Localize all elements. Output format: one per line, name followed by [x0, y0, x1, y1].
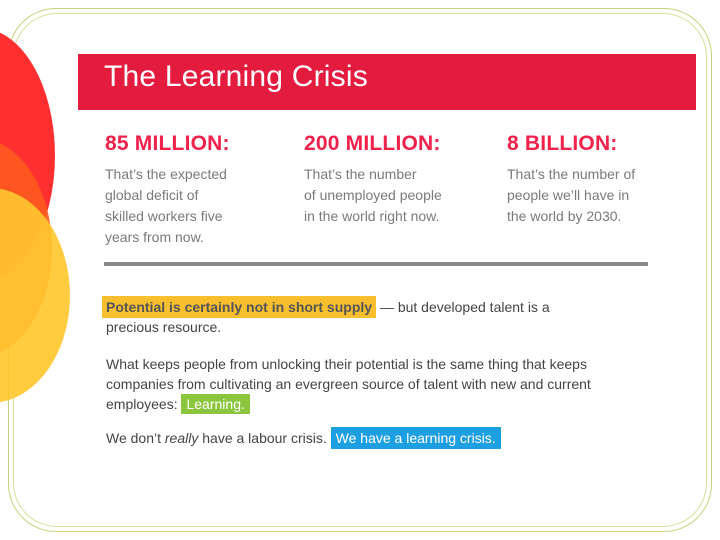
stat-description-line: skilled workers five: [105, 208, 223, 224]
paragraph-line: [106, 394, 666, 414]
stat-description-line: of unemployed people: [304, 187, 442, 203]
section-divider: [104, 262, 648, 266]
paragraph-line: [106, 428, 666, 448]
stat-description-line: the world by 2030.: [507, 208, 622, 224]
stat-description: [105, 164, 285, 248]
stat-figure: 85 MILLION:: [105, 132, 230, 155]
paragraph-line: [106, 297, 626, 317]
stat-block-skilled-workers: [105, 132, 285, 248]
paragraph-potential: [106, 297, 626, 337]
paragraph-line: precious resource.: [106, 319, 222, 335]
paragraph-text: We don’t: [106, 430, 165, 446]
stat-block-unemployed: [304, 132, 494, 227]
stat-description-line: people we’ll have in: [507, 187, 630, 203]
stat-figure: 200 MILLION:: [304, 132, 441, 155]
stat-description-line: That’s the number of: [507, 166, 636, 182]
paragraph-text: employees:: [106, 396, 182, 412]
stat-description: [304, 164, 494, 227]
emphasis-really: really: [164, 430, 199, 446]
stat-description-line: That’s the expected: [105, 166, 227, 182]
highlight-learning: Learning.: [181, 394, 249, 414]
stat-description-line: global deficit of: [105, 187, 199, 203]
stat-description-line: years from now.: [105, 229, 204, 245]
stat-description: [507, 164, 677, 227]
highlight-learning-crisis: We have a learning crisis.: [331, 427, 501, 449]
highlight-potential: Potential is certainly not in short supply: [102, 296, 376, 318]
paragraph-text: — but developed talent is a: [376, 299, 550, 315]
paragraph-crisis: [106, 428, 666, 448]
stat-description-line: in the world right now.: [304, 208, 440, 224]
stat-block-population: [507, 132, 677, 227]
paragraph-line: companies from cultivating an evergreen source of talent with new and current: [106, 376, 591, 392]
stat-figure: 8 BILLION:: [507, 132, 618, 155]
paragraph-line: What keeps people from unlocking their potential is the same thing that keeps: [106, 356, 587, 372]
title-bar: [78, 54, 696, 110]
paragraph-text: have a labour crisis.: [198, 430, 331, 446]
stat-description-line: That’s the number: [304, 166, 417, 182]
page-title: The Learning Crisis: [104, 60, 368, 93]
paragraph-learning: [106, 354, 666, 414]
